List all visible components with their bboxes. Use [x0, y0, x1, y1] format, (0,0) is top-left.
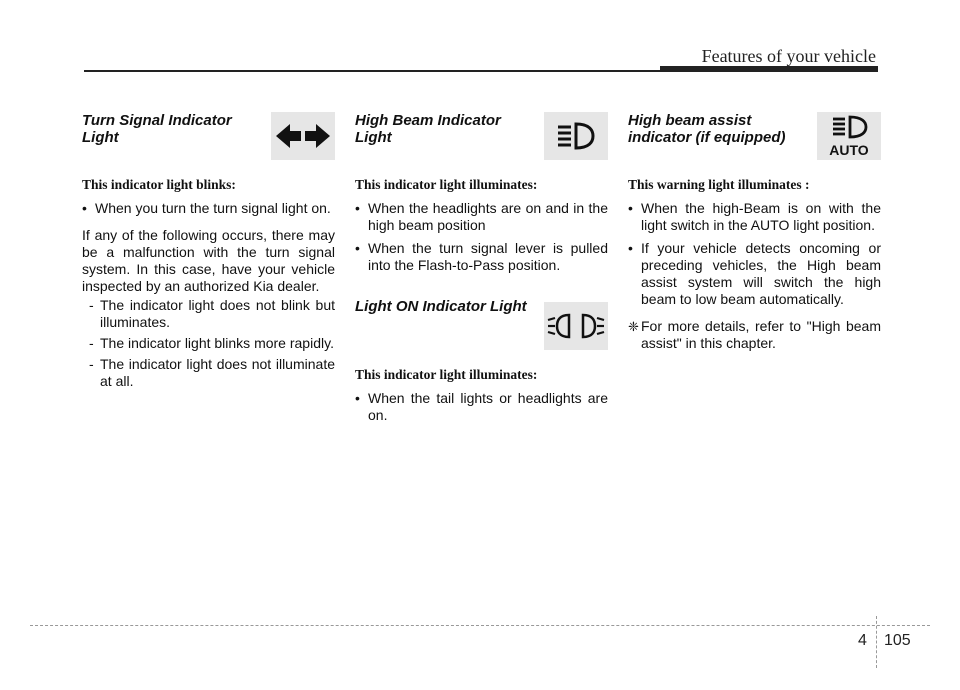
heading-row — [355, 112, 608, 162]
header-rule — [84, 70, 660, 72]
heading-row — [355, 298, 608, 352]
lead-text: This indicator light illuminates: — [355, 367, 538, 382]
note-mark-icon: ❈ — [628, 319, 639, 334]
section-heading: Turn Signal Indicator Light — [82, 112, 232, 146]
column-high-beam-assist — [628, 112, 881, 352]
list-item: • When the high-Beam is on with the light switch in the AUTO light position. — [628, 200, 881, 234]
page-number: 105 — [884, 632, 911, 649]
lead-text: This indicator light blinks: — [82, 177, 236, 192]
note-text: For more details, refer to "High beam assist" in this chapter. — [641, 318, 881, 351]
light-on-icon — [544, 302, 608, 350]
high-beam-auto-icon — [817, 112, 881, 160]
section-heading: High Beam Indicator Light — [355, 112, 501, 146]
list-item: • When the headlights are on and in the high beam position — [355, 200, 608, 234]
list-item: • When the turn signal lever is pulled into the Flash-to-Pass position. — [355, 240, 608, 274]
auto-label: AUTO — [829, 142, 869, 158]
list-item: • If your vehicle detects oncoming or preceding vehicles, the High beam assist system will switch the high beam to low beam automatically. — [628, 240, 881, 308]
chapter-number: 4 — [858, 632, 867, 649]
list-item: • When you turn the turn signal light on. — [82, 200, 335, 217]
section-heading: Light ON Indicator Light — [355, 298, 527, 315]
list-item: - The indicator light does not blink but illuminates. — [89, 297, 335, 330]
header-rule-thick — [660, 66, 878, 72]
bullet-list — [355, 390, 608, 424]
bullet-list — [355, 200, 608, 274]
list-item: - The indicator light blinks more rapidly. — [89, 335, 334, 351]
dash-list — [82, 297, 335, 390]
column-turn-signal — [82, 112, 335, 394]
bullet-list — [82, 200, 335, 217]
turn-signal-arrows-icon — [271, 112, 335, 160]
bullet-list — [628, 200, 881, 308]
footer-rule — [30, 625, 930, 626]
list-item: • When the tail lights or headlights are on. — [355, 390, 608, 424]
footer-divider — [876, 616, 877, 668]
column-high-beam — [355, 112, 608, 430]
heading-row — [628, 112, 881, 162]
lead-text: This indicator light illuminates: — [355, 177, 538, 192]
lead-text: This warning light illuminates : — [628, 177, 810, 192]
header-title: Features of your vehicle — [701, 46, 876, 66]
section-heading: High beam assist indicator (if equipped) — [628, 112, 786, 146]
heading-row — [82, 112, 335, 162]
section-light-on — [355, 298, 608, 424]
list-item: - The indicator light does not illuminate at all. — [89, 356, 335, 389]
note — [628, 318, 881, 352]
high-beam-icon — [544, 112, 608, 160]
body-paragraph: If any of the following occurs, there may be a malfunction with the turn signal system. In this case, have your vehicle inspected by an authorized Kia dealer. — [82, 227, 335, 294]
